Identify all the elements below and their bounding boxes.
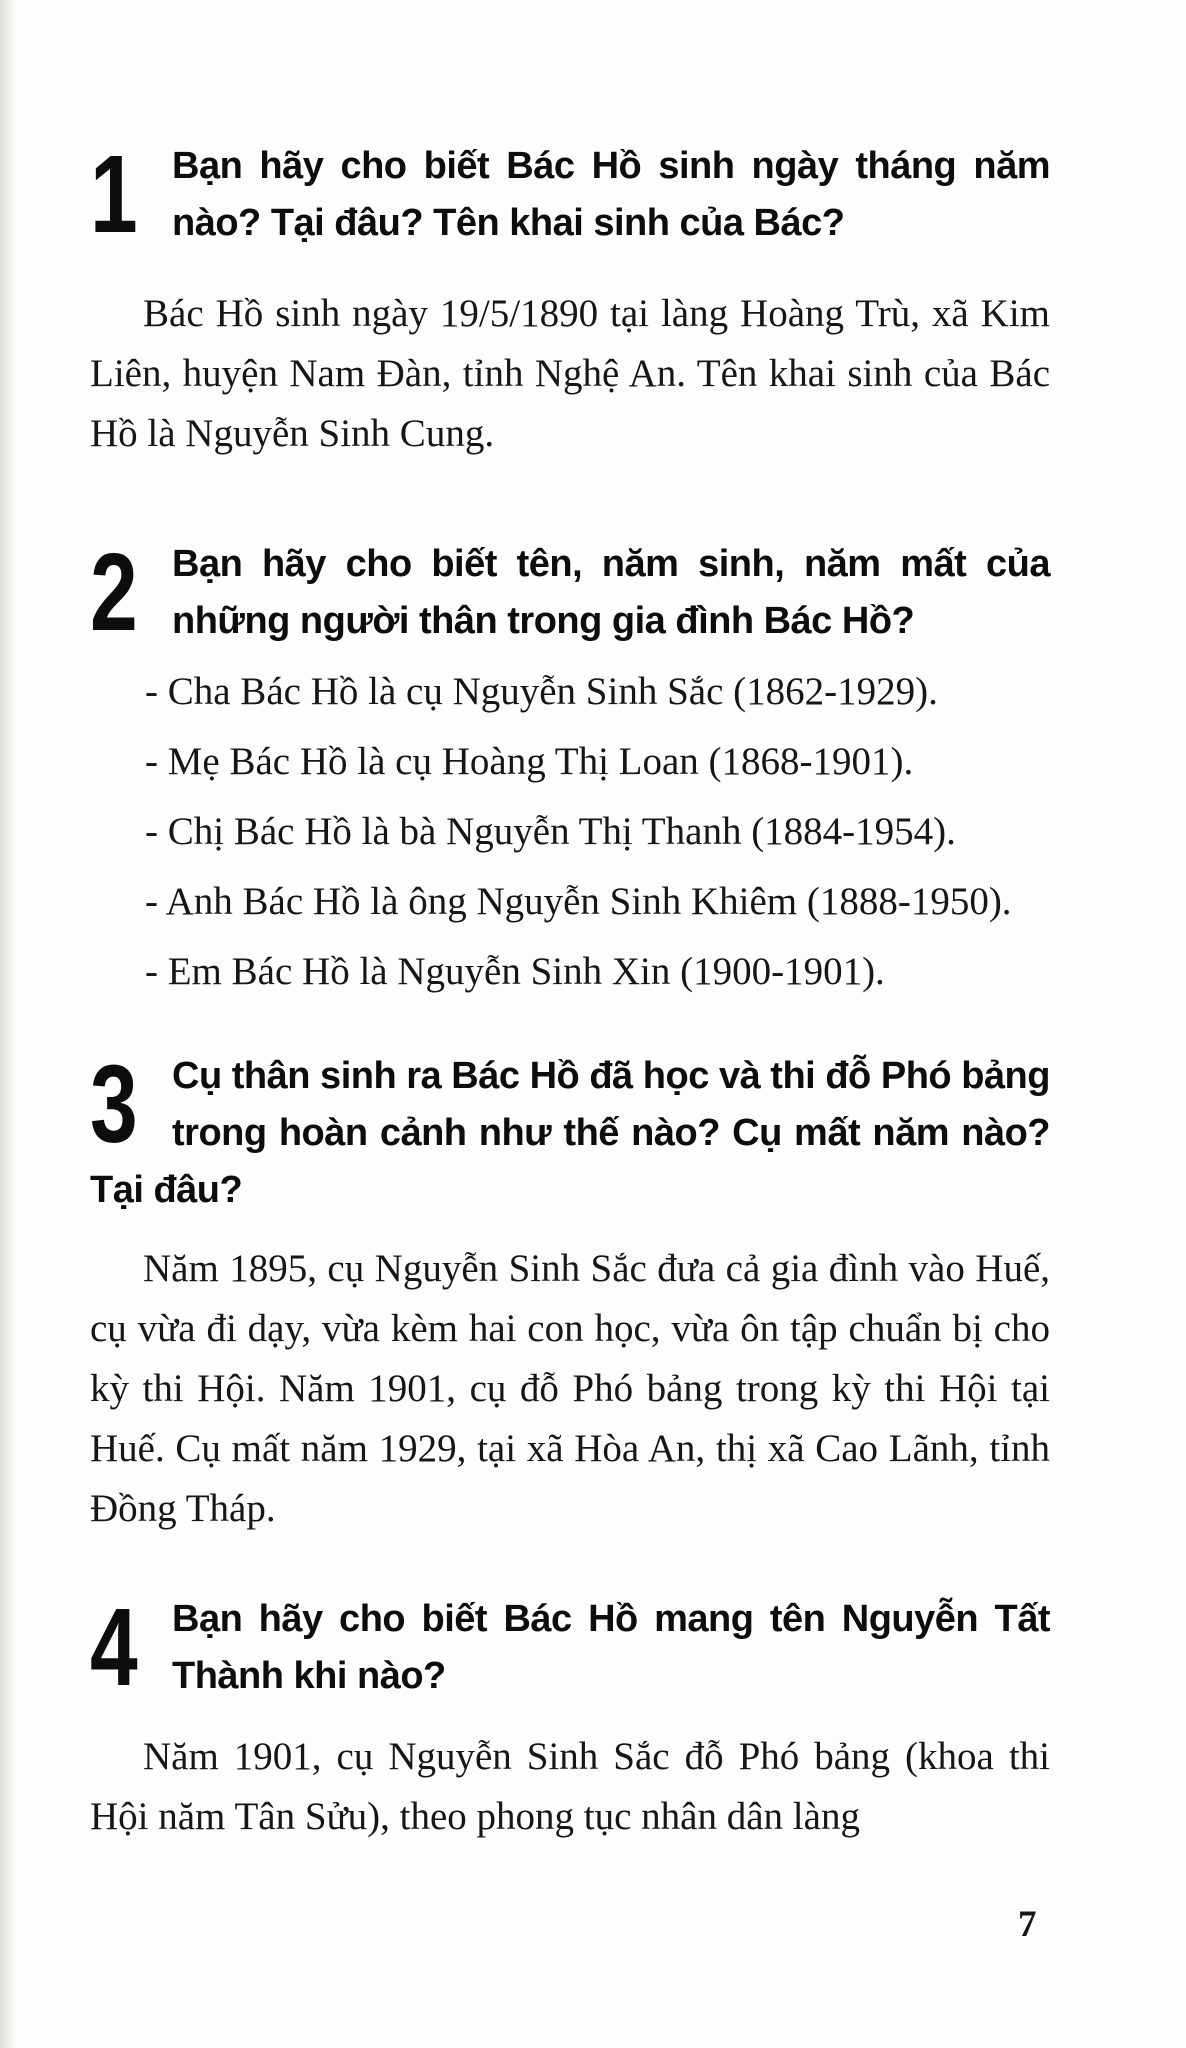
- question-3-number: 3: [90, 1043, 138, 1166]
- question-4-number: 4: [90, 1586, 138, 1709]
- answer-4-paragraph: Năm 1901, cụ Nguyễn Sinh Sắc đỗ Phó bảng (khoa thi Hội năm Tân Sửu), theo phong tục nhân dân làng: [90, 1735, 1050, 1838]
- answer-2-item-sister: - Chị Bác Hồ là bà Nguyễn Thị Thanh (1884-1954).: [145, 810, 956, 853]
- answer-3-paragraph: Năm 1895, cụ Nguyễn Sinh Sắc đưa cả gia đình vào Huế, cụ vừa đi dạy, vừa kèm hai con học, vừa ôn tập chuẩn bị cho kỳ thi Hội. Năm 1901, cụ đỗ Phó bảng trong kỳ thi Hội tại Huế. Cụ mất năm 1929, tại xã Hòa An, thị xã Cao Lãnh, tỉnh Đồng Tháp.: [90, 1247, 1050, 1530]
- answer-2-item-younger-brother: - Em Bác Hồ là Nguyễn Sinh Xin (1900-1901).: [145, 950, 885, 993]
- question-2-text: Bạn hãy cho biết tên, năm sinh, năm mất của những người thân trong gia đình Bác Hồ?: [172, 543, 1050, 642]
- page-number: 7: [1018, 1904, 1037, 1945]
- qa-block-2: [90, 531, 1050, 1002]
- question-1-text: Bạn hãy cho biết Bác Hồ sinh ngày tháng năm nào? Tại đâu? Tên khai sinh của Bác?: [172, 145, 1050, 244]
- question-3-text: Cụ thân sinh ra Bác Hồ đã học và thi đỗ Phó bảng trong hoàn cảnh như thế nào? Cụ mất năm nào? Tại đâu?: [90, 1055, 1050, 1211]
- qa-block-4: [90, 1586, 1050, 1847]
- question-4-text: Bạn hãy cho biết Bác Hồ mang tên Nguyễn Tất Thành khi nào?: [172, 1598, 1050, 1697]
- answer-2-list: [90, 662, 1050, 1002]
- question-2-number: 2: [90, 531, 138, 654]
- question-1-number: 1: [90, 133, 138, 256]
- answer-2-item-father: - Cha Bác Hồ là cụ Nguyễn Sinh Sắc (1862-1929).: [145, 670, 938, 713]
- qa-block-1: [90, 133, 1050, 464]
- answer-1-paragraph: Bác Hồ sinh ngày 19/5/1890 tại làng Hoàng Trù, xã Kim Liên, huyện Nam Đàn, tỉnh Nghệ An. Tên khai sinh của Bác Hồ là Nguyễn Sinh Cung.: [90, 292, 1050, 455]
- answer-2-item-brother: - Anh Bác Hồ là ông Nguyễn Sinh Khiêm (1888-1950).: [145, 880, 1012, 923]
- answer-2-item-mother: - Mẹ Bác Hồ là cụ Hoàng Thị Loan (1868-1901).: [145, 740, 914, 783]
- qa-block-3: [90, 1043, 1050, 1539]
